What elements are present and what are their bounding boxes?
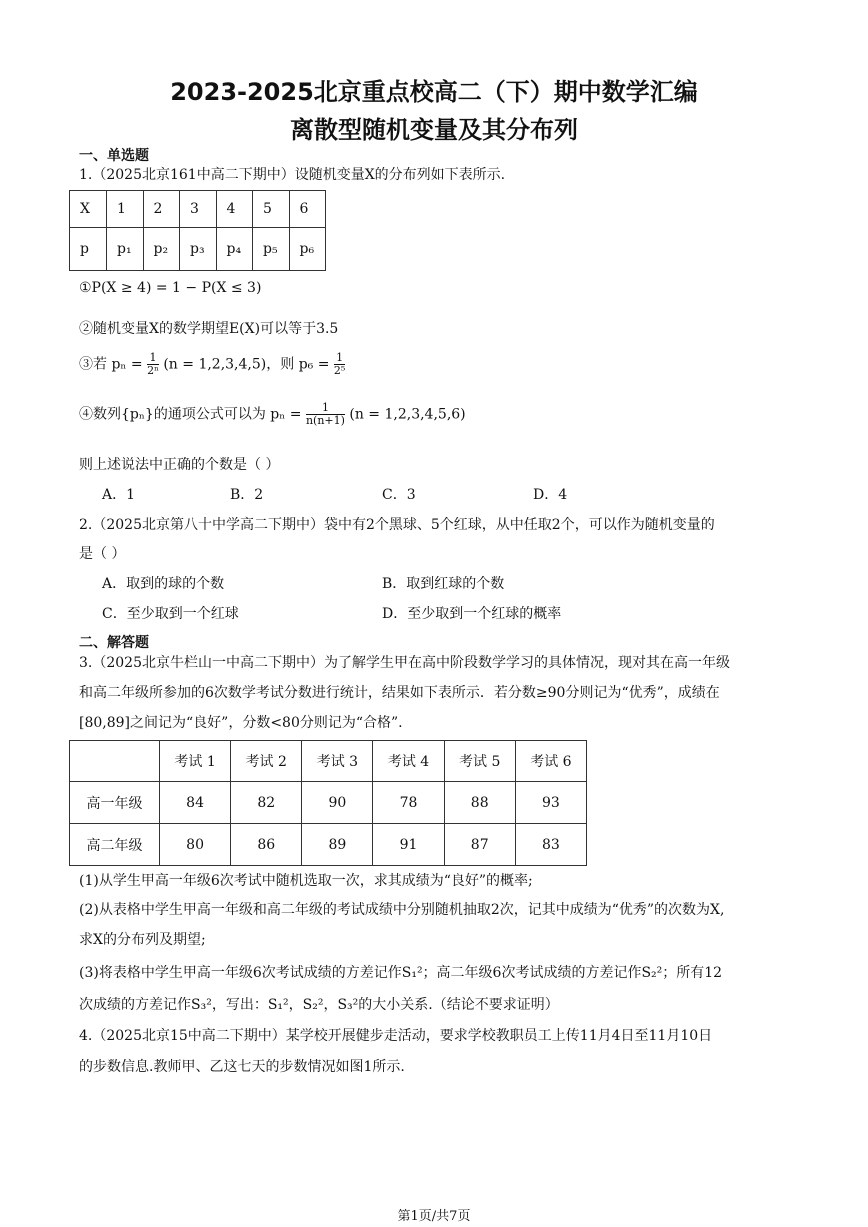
q1-option-c: C．3 bbox=[382, 487, 416, 503]
table-cell: 93 bbox=[515, 782, 586, 824]
table-header-cell: 考试 3 bbox=[302, 741, 373, 782]
q1-s3-prefix: ③若 bbox=[79, 356, 107, 373]
table-cell: 1 bbox=[107, 191, 144, 228]
q3-part-1: (1)从学生甲高一年级6次考试中随机选取一次，求其成绩为“良好”的概率; bbox=[79, 873, 533, 889]
table-header-cell: 考试 2 bbox=[231, 741, 302, 782]
table-cell: 2 bbox=[143, 191, 180, 228]
q3-part-3-line2: 次成绩的方差记作S₃²，写出：S₁²，S₂²，S₃²的大小关系.（结论不要求证明） bbox=[79, 997, 559, 1013]
q1-s3-pn: pₙ = bbox=[111, 356, 143, 373]
table-cell: p₅ bbox=[253, 228, 290, 271]
table-cell: p₁ bbox=[107, 228, 144, 271]
table-cell: 4 bbox=[216, 191, 253, 228]
table-header-row bbox=[70, 741, 587, 782]
table-cell: p₆ bbox=[289, 228, 326, 271]
q3-part-2-line1: (2)从表格中学生甲高一年级和高二年级的考试成绩中分别随机抽取2次，记其中成绩为“优秀”的次数为X, bbox=[79, 902, 725, 918]
q1-statement-1: ①P(X ≥ 4) = 1 − P(X ≤ 3) bbox=[79, 280, 262, 296]
q1-distribution-table bbox=[69, 190, 326, 271]
q2-option-b: B．取到红球的个数 bbox=[382, 576, 505, 592]
fraction bbox=[334, 352, 345, 377]
table-cell: 88 bbox=[444, 782, 515, 824]
table-cell: 82 bbox=[231, 782, 302, 824]
q1-s4-condition: (n = 1,2,3,4,5,6) bbox=[349, 406, 466, 423]
q1-option-d: D．4 bbox=[533, 487, 568, 503]
fraction-denominator: 2⁵ bbox=[333, 364, 346, 377]
q2-option-d: D．至少取到一个红球的概率 bbox=[382, 606, 562, 622]
q1-statement-3 bbox=[79, 352, 345, 377]
fraction-denominator: 2ⁿ bbox=[147, 364, 159, 377]
q1-statement-4 bbox=[79, 402, 466, 427]
table-cell: 87 bbox=[444, 824, 515, 866]
document-title: 2023-2025北京重点校高二（下）期中数学汇编 bbox=[170, 78, 698, 106]
q2-stem-line2: 是（ ） bbox=[79, 546, 126, 562]
fraction bbox=[306, 402, 345, 427]
fraction-numerator: 1 bbox=[334, 352, 345, 365]
q2-stem-line1: 2.（2025北京第八十中学高二下期中）袋中有2个黑球、5个红球，从中任取2个，可以作为随机变量的 bbox=[79, 517, 715, 533]
table-header-cell: 考试 6 bbox=[515, 741, 586, 782]
q1-option-a: A．1 bbox=[102, 487, 136, 503]
q4-stem-line2: 的步数信息.教师甲、乙这七天的步数情况如图1所示. bbox=[79, 1059, 405, 1075]
page-number: 第1页/共7页 bbox=[397, 1209, 471, 1224]
table-header-cell bbox=[70, 741, 160, 782]
table-cell: p bbox=[70, 228, 107, 271]
fraction-numerator: 1 bbox=[147, 352, 159, 365]
table-cell: p₃ bbox=[180, 228, 217, 271]
section-heading-solution: 二、解答题 bbox=[79, 635, 149, 651]
table-header-cell: 考试 4 bbox=[373, 741, 444, 782]
table-row bbox=[70, 782, 587, 824]
q1-s3-condition: (n = 1,2,3,4,5)，则 bbox=[163, 356, 295, 373]
table-cell: 84 bbox=[160, 782, 231, 824]
table-cell: 5 bbox=[253, 191, 290, 228]
q3-stem-line1: 3.（2025北京牛栏山一中高二下期中）为了解学生甲在高中阶段数学学习的具体情况，现对其在高一年级 bbox=[79, 655, 730, 671]
q1-s3-p6: p₆ = bbox=[298, 356, 330, 373]
q3-stem-line2: 和高二年级所参加的6次数学考试分数进行统计，结果如下表所示．若分数≥90分则记为“优秀”，成绩在 bbox=[79, 685, 720, 701]
table-cell: 83 bbox=[515, 824, 586, 866]
table-header-cell: 考试 5 bbox=[444, 741, 515, 782]
table-row bbox=[70, 191, 326, 228]
table-row bbox=[70, 228, 326, 271]
table-cell: 80 bbox=[160, 824, 231, 866]
table-cell: 高二年级 bbox=[70, 824, 160, 866]
q1-option-b: B．2 bbox=[230, 487, 264, 503]
q1-statement-2: ②随机变量X的数学期望E(X)可以等于3.5 bbox=[79, 321, 339, 337]
q1-question: 则上述说法中正确的个数是（ ） bbox=[79, 457, 280, 473]
table-header-cell: 考试 1 bbox=[160, 741, 231, 782]
q1-stem: 1.（2025北京161中高二下期中）设随机变量X的分布列如下表所示. bbox=[79, 167, 506, 183]
q3-part-3-line1: (3)将表格中学生甲高一年级6次考试成绩的方差记作S₁²；高二年级6次考试成绩的方差记作S₂²；所有12 bbox=[79, 965, 723, 981]
q3-score-table bbox=[69, 740, 587, 866]
table-cell: 3 bbox=[180, 191, 217, 228]
fraction-denominator: n(n+1) bbox=[305, 414, 345, 427]
q3-part-2-line2: 求X的分布列及期望; bbox=[79, 932, 206, 948]
q2-option-c: C．至少取到一个红球 bbox=[102, 606, 239, 622]
table-cell: p₂ bbox=[143, 228, 180, 271]
q1-s4-prefix: ④数列{pₙ}的通项公式可以为 bbox=[79, 406, 266, 423]
table-cell: 86 bbox=[231, 824, 302, 866]
table-cell: 91 bbox=[373, 824, 444, 866]
table-cell: 90 bbox=[302, 782, 373, 824]
table-row bbox=[70, 824, 587, 866]
table-cell: 6 bbox=[289, 191, 326, 228]
section-heading-single-choice: 一、单选题 bbox=[79, 148, 149, 164]
table-cell: 78 bbox=[373, 782, 444, 824]
q1-s4-pn: pₙ = bbox=[270, 406, 302, 423]
q3-stem-line3: [80,89]之间记为“良好”，分数<80分则记为“合格”. bbox=[79, 715, 403, 731]
q2-option-a: A．取到的球的个数 bbox=[102, 576, 225, 592]
q4-stem-line1: 4.（2025北京15中高二下期中）某学校开展健步走活动，要求学校教职员工上传11月4日至11月10日 bbox=[79, 1028, 713, 1044]
document-subtitle: 离散型随机变量及其分布列 bbox=[290, 116, 578, 144]
fraction-numerator: 1 bbox=[306, 402, 345, 415]
table-cell: 高一年级 bbox=[70, 782, 160, 824]
fraction bbox=[147, 352, 159, 377]
table-cell: X bbox=[70, 191, 107, 228]
table-cell: 89 bbox=[302, 824, 373, 866]
table-cell: p₄ bbox=[216, 228, 253, 271]
